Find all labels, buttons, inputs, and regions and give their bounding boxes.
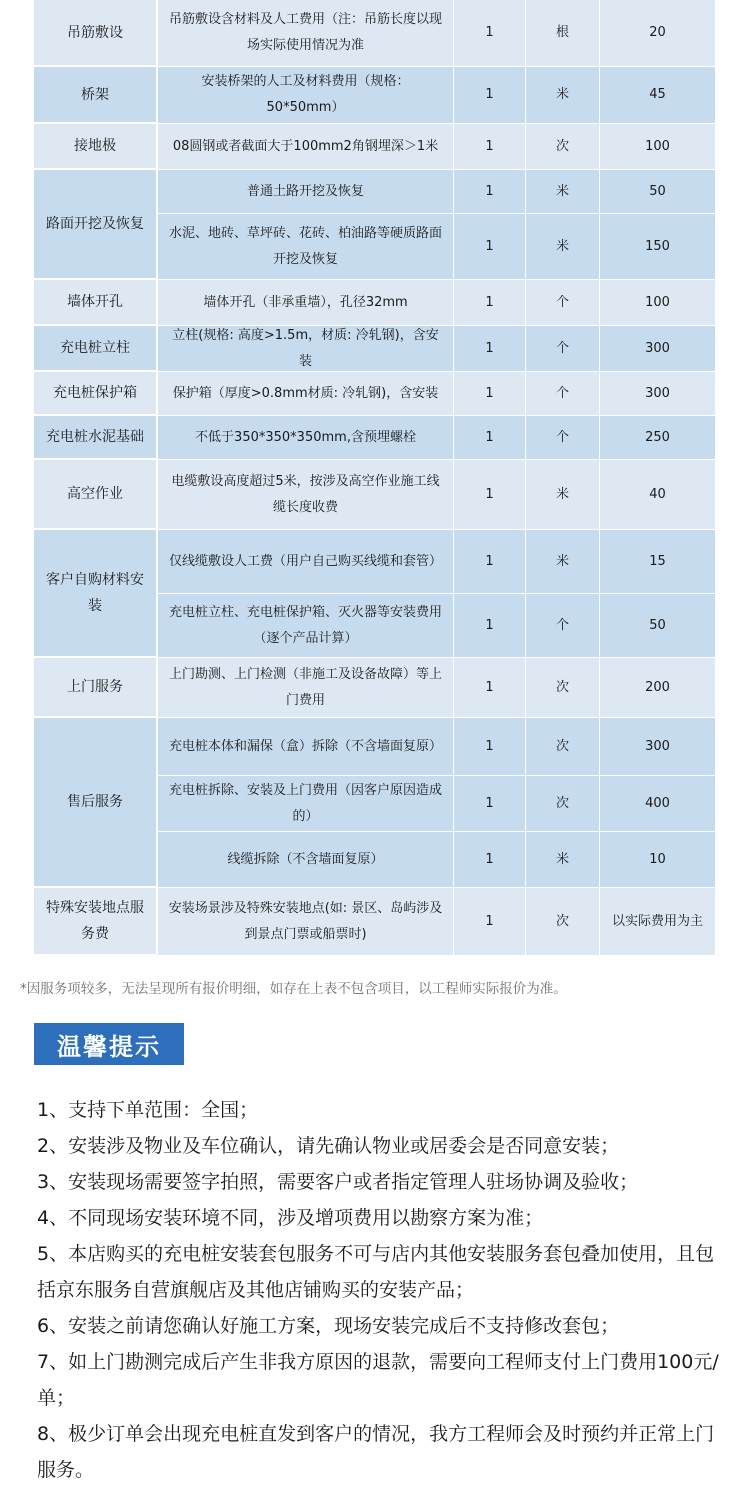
item-description: 立柱(规格: 高度>1.5m，材质: 冷轧钢)，含安装	[158, 326, 454, 372]
item-price: 40	[600, 460, 716, 530]
item-price: 100	[600, 124, 716, 170]
item-unit: 个	[526, 280, 600, 326]
tips-banner	[34, 1023, 184, 1065]
item-quantity: 1	[454, 0, 526, 67]
item-unit: 个	[526, 416, 600, 460]
tip-item: 2、安装涉及物业及车位确认，请先确认物业或居委会是否同意安装；	[37, 1135, 620, 1157]
item-price: 150	[600, 214, 716, 280]
item-price: 250	[600, 416, 716, 460]
item-quantity: 1	[454, 832, 526, 888]
item-quantity: 1	[454, 530, 526, 594]
item-price: 50	[600, 594, 716, 658]
category-name: 特殊安装地点服务费	[34, 888, 158, 956]
item-quantity: 1	[454, 214, 526, 280]
item-description: 安装场景涉及特殊安装地点(如: 景区、岛屿涉及到景点门票或船票时)	[158, 888, 454, 956]
item-quantity: 1	[454, 888, 526, 956]
item-price: 200	[600, 658, 716, 718]
item-quantity: 1	[454, 170, 526, 214]
category-name: 充电桩立柱	[34, 326, 158, 372]
item-description: 不低于350*350*350mm,含预埋螺栓	[158, 416, 454, 460]
item-price: 10	[600, 832, 716, 888]
item-price: 300	[600, 372, 716, 416]
item-quantity: 1	[454, 67, 526, 124]
category-name: 路面开挖及恢复	[34, 170, 158, 280]
category-name: 充电桩水泥基础	[34, 416, 158, 460]
item-description: 墙体开孔（非承重墙），孔径32mm	[158, 280, 454, 326]
item-description: 电缆敷设高度超过5米，按涉及高空作业施工线缆长度收费	[158, 460, 454, 530]
category-name: 高空作业	[34, 460, 158, 530]
category-name: 上门服务	[34, 658, 158, 718]
item-quantity: 1	[454, 776, 526, 832]
item-description: 水泥、地砖、草坪砖、花砖、柏油路等硬质路面开挖及恢复	[158, 214, 454, 280]
item-quantity: 1	[454, 594, 526, 658]
item-price: 15	[600, 530, 716, 594]
item-description: 普通土路开挖及恢复	[158, 170, 454, 214]
item-unit: 个	[526, 594, 600, 658]
item-unit: 次	[526, 718, 600, 776]
item-quantity: 1	[454, 280, 526, 326]
tip-item: 8、极少订单会出现充电桩直发到客户的情况，我方工程师会及时预约并正常上门服务。	[37, 1423, 715, 1481]
tip-item: 5、本店购买的充电桩安装套包服务不可与店内其他安装服务套包叠加使用，且包括京东服务自营旗舰店及其他店铺购买的安装产品；	[37, 1243, 715, 1301]
item-unit: 米	[526, 214, 600, 280]
item-description: 吊筋敷设含材料及人工费用（注：吊筋长度以现场实际使用情况为准	[158, 0, 454, 67]
item-price: 45	[600, 67, 716, 124]
item-description: 安装桥架的人工及材料费用（规格：50*50mm）	[158, 67, 454, 124]
item-unit: 米	[526, 530, 600, 594]
item-price: 以实际费用为主	[600, 888, 716, 956]
category-name: 墙体开孔	[34, 280, 158, 326]
item-unit: 个	[526, 326, 600, 372]
item-price: 20	[600, 0, 716, 67]
tip-item: 6、安装之前请您确认好施工方案，现场安装完成后不支持修改套包；	[37, 1315, 620, 1337]
item-unit: 次	[526, 888, 600, 956]
category-name: 客户自购材料安装	[34, 530, 158, 658]
item-quantity: 1	[454, 718, 526, 776]
item-quantity: 1	[454, 372, 526, 416]
item-unit: 次	[526, 658, 600, 718]
item-unit: 米	[526, 460, 600, 530]
item-description: 充电桩立柱、充电桩保护箱、灭火器等安装费用（逐个产品计算）	[158, 594, 454, 658]
item-price: 400	[600, 776, 716, 832]
disclaimer-note: *因服务项较多，无法呈现所有报价明细，如存在上表不包含项目，以工程师实际报价为准。	[20, 981, 567, 997]
category-name: 充电桩保护箱	[34, 372, 158, 416]
tips-title: 温馨提示	[57, 1032, 161, 1061]
item-quantity: 1	[454, 124, 526, 170]
item-unit: 次	[526, 776, 600, 832]
item-description: 充电桩拆除、安装及上门费用（因客户原因造成的）	[158, 776, 454, 832]
tips-list	[37, 1092, 727, 1488]
item-quantity: 1	[454, 460, 526, 530]
item-unit: 米	[526, 67, 600, 124]
category-name: 接地极	[34, 124, 158, 170]
tip-item: 1、支持下单范围：全国；	[37, 1099, 259, 1121]
category-name: 售后服务	[34, 718, 158, 888]
item-description: 保护箱（厚度>0.8mm材质: 冷轧钢)，含安装	[158, 372, 454, 416]
item-quantity: 1	[454, 658, 526, 718]
item-price: 300	[600, 718, 716, 776]
tip-item: 7、如上门勘测完成后产生非我方原因的退款，需要向工程师支付上门费用100元/单；	[37, 1351, 719, 1409]
item-description: 充电桩本体和漏保（盒）拆除（不含墙面复原）	[158, 718, 454, 776]
category-name: 吊筋敷设	[34, 0, 158, 67]
item-price: 50	[600, 170, 716, 214]
item-unit: 米	[526, 170, 600, 214]
item-unit: 根	[526, 0, 600, 67]
tip-item: 3、安装现场需要签字拍照，需要客户或者指定管理人驻场协调及验收；	[37, 1171, 639, 1193]
item-unit: 米	[526, 832, 600, 888]
item-unit: 个	[526, 372, 600, 416]
item-quantity: 1	[454, 416, 526, 460]
item-price: 100	[600, 280, 716, 326]
item-description: 上门勘测、上门检测（非施工及设备故障）等上门费用	[158, 658, 454, 718]
item-price: 300	[600, 326, 716, 372]
item-description: 08圆钢或者截面大于100mm2角钢埋深＞1米	[158, 124, 454, 170]
item-unit: 次	[526, 124, 600, 170]
category-name: 桥架	[34, 67, 158, 124]
item-description: 线缆拆除（不含墙面复原）	[158, 832, 454, 888]
tip-item: 4、不同现场安装环境不同，涉及增项费用以勘察方案为准；	[37, 1207, 544, 1229]
item-description: 仅线缆敷设人工费（用户自己购买线缆和套管）	[158, 530, 454, 594]
item-quantity: 1	[454, 326, 526, 372]
